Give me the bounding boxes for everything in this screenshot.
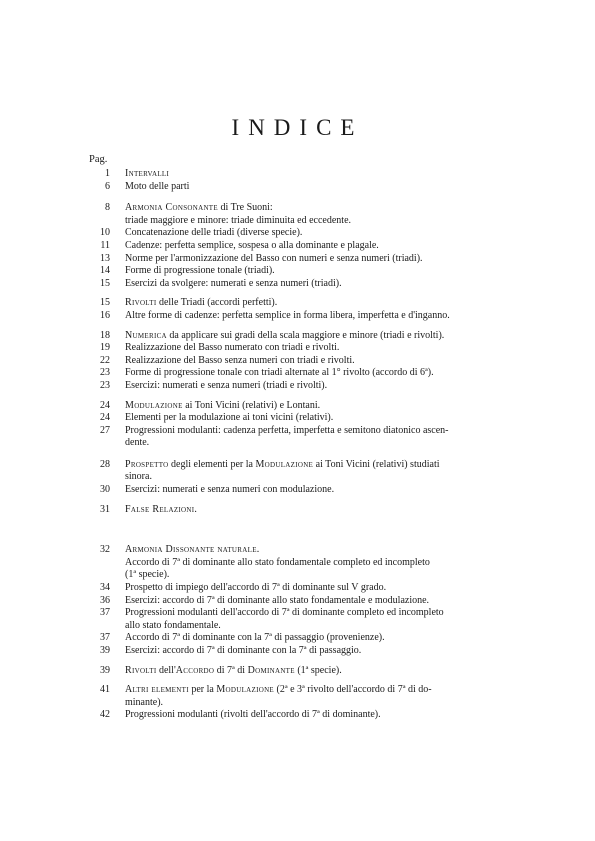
toc-entry [84, 697, 524, 710]
toc-text: Esercizi da svolgere: numerati e senza numeri (triadi). [125, 277, 342, 289]
toc-text: minante). [125, 696, 164, 708]
toc-heading-text: Dominante [247, 664, 295, 676]
toc-entry [84, 310, 524, 323]
toc-page-number: 10 [100, 227, 110, 239]
toc-entry [84, 380, 524, 393]
toc-entry-text [125, 400, 320, 411]
toc-text: Progressioni modulanti dell'accordo di 7ª di dominante completo ed incompleto [125, 607, 444, 619]
toc-text: Altre forme di cadenze: perfetta semplice in forma libera, imperfetta e d'inganno. [125, 309, 450, 321]
toc-entry [84, 544, 524, 557]
toc-entry-text [125, 265, 275, 276]
toc-text: Progressioni modulanti (rivolti dell'accordo di 7ª di dominante). [125, 709, 381, 721]
toc-text: Moto delle parti [125, 180, 190, 192]
toc-page-number: 1 [105, 168, 110, 179]
toc-entry [84, 181, 524, 194]
toc-text: Prospetto di impiego dell'accordo di 7ª di dominante sul V grado. [125, 582, 387, 594]
toc-text: (2ª e 3ª rivolto dell'accordo di 7ª di do- [274, 684, 432, 696]
toc-entry [84, 425, 524, 438]
toc-text: per la [188, 684, 217, 696]
toc-page-number: 31 [100, 503, 110, 515]
toc-entry [84, 168, 524, 181]
toc-page-number: 18 [100, 329, 110, 341]
toc-page-number: 23 [100, 379, 110, 391]
toc-text: dell' [156, 664, 176, 676]
toc-entry-text [125, 697, 163, 708]
toc-entry [84, 684, 524, 697]
toc-page-number: 27 [100, 424, 110, 436]
toc-entry [84, 620, 524, 633]
toc-text: Forme di progressione tonale (triadi). [125, 265, 275, 277]
toc-entry-text [125, 471, 152, 482]
toc-page-number: 24 [100, 399, 110, 411]
toc-entry-text [125, 582, 386, 593]
toc-heading-text: Intervalli [125, 168, 170, 179]
toc-heading-text: Prospetto [125, 458, 169, 470]
toc-text: allo stato fondamentale. [125, 619, 221, 631]
toc-entry [84, 437, 524, 450]
toc-entry-text [125, 181, 189, 192]
toc-entry [84, 330, 524, 343]
toc-entry [84, 202, 524, 215]
toc-text: Norme per l'armonizzazione del Basso con numeri e senza numeri (triadi). [125, 252, 423, 264]
toc-text: di Tre Suoni: [217, 202, 273, 214]
toc-text: Concatenazione delle triadi (diverse specie). [125, 227, 303, 239]
toc-entry [84, 665, 524, 678]
toc-entry [84, 355, 524, 368]
toc-entry [84, 709, 524, 722]
toc-entry-text [125, 168, 169, 179]
toc-entry-text [125, 227, 302, 238]
toc-entry-text [125, 412, 333, 423]
toc-entry-text [125, 437, 149, 448]
toc-entry-text [125, 620, 221, 631]
toc-text: di 7ª di [214, 664, 248, 676]
toc-entry [84, 595, 524, 608]
toc-page-number: 32 [100, 544, 110, 556]
toc-entry-text [125, 504, 197, 515]
toc-page-number: 23 [100, 367, 110, 379]
toc-text: (1ª specie). [294, 664, 342, 676]
toc-text: ai Toni Vicini (relativi) studiati [313, 458, 440, 470]
toc-entry-text [125, 380, 327, 391]
toc-entry-text [125, 240, 379, 251]
toc-heading-text: False Relazioni. [125, 503, 198, 515]
toc-entry [84, 342, 524, 355]
toc-text: Esercizi: numerati e senza numeri con modulazione. [125, 484, 335, 496]
toc-entry-text [125, 330, 444, 341]
page-column-label: Pag. [89, 154, 108, 165]
toc-entry-text [125, 569, 169, 580]
toc-text: Esercizi: numerati e senza numeri (triadi e rivolti). [125, 379, 328, 391]
toc-entry [84, 278, 524, 291]
toc-text: (1ª specie). [125, 569, 170, 581]
toc-page-number: 39 [100, 645, 110, 656]
toc-entry [84, 582, 524, 595]
toc-page-number: 41 [100, 684, 110, 696]
toc-page-number: 28 [100, 458, 110, 470]
toc-entry-text [125, 355, 355, 366]
toc-entry [84, 632, 524, 645]
toc-entry [84, 400, 524, 413]
toc-entry [84, 484, 524, 497]
toc-text: Accordo di 7ª di dominante con la 7ª di passaggio (provenienze). [125, 632, 385, 644]
toc-page-number: 37 [100, 607, 110, 619]
toc-entry [84, 215, 524, 228]
toc-entry-text [125, 367, 434, 378]
toc-entry-text [125, 557, 430, 568]
toc-text: da applicare sui gradi della scala maggiore e minore (triadi e rivolti). [166, 329, 445, 341]
toc-page-number: 6 [105, 180, 110, 192]
toc-entry-text [125, 425, 449, 436]
toc-entry [84, 607, 524, 620]
toc-entry-text [125, 215, 351, 226]
toc-text: sinora. [125, 471, 152, 483]
toc-entry [84, 569, 524, 582]
toc-entry-text [125, 459, 440, 470]
toc-page-number: 39 [100, 664, 110, 676]
toc-entry [84, 367, 524, 380]
toc-text: Forme di progressione tonale con triadi alternate al 1° rivolto (accordo di 6ª). [125, 367, 434, 379]
toc-entry [84, 557, 524, 570]
toc-page-number: 37 [100, 632, 110, 644]
toc-heading-text: Numerica [125, 329, 167, 341]
page-title: INDICE [231, 115, 364, 141]
toc-page-number: 15 [100, 297, 110, 309]
toc-text: ai Toni Vicini (relativi) e Lontani. [182, 399, 321, 411]
toc-page-number: 8 [105, 202, 110, 214]
toc-page-number: 24 [100, 412, 110, 424]
toc-entry [84, 645, 524, 658]
toc-text: delle Triadi (accordi perfetti). [156, 297, 278, 309]
toc-page-number: 22 [100, 354, 110, 366]
toc-heading-text: Modulazione [216, 684, 275, 696]
toc-page-number: 36 [100, 594, 110, 606]
toc-entry-text [125, 645, 361, 656]
toc-text: triade maggiore e minore: triade diminuita ed eccedente. [125, 214, 352, 226]
toc-entry-text [125, 632, 385, 643]
toc-entry [84, 297, 524, 310]
toc-page-number: 19 [100, 342, 110, 354]
toc-heading-text: Modulazione [255, 458, 314, 470]
toc-page-number: 34 [100, 582, 110, 594]
toc-text: Progressioni modulanti: cadenza perfetta, imperfetta e semitono diatonico ascen- [125, 424, 449, 436]
toc-text: Realizzazione del Basso senza numeri con triadi e rivolti. [125, 354, 355, 366]
toc-text: Esercizi: accordo di 7ª di dominante con la 7ª di passaggio. [125, 645, 362, 656]
toc-entry [84, 253, 524, 266]
toc-text: Accordo di 7ª di dominante allo stato fondamentale completo ed incompleto [125, 556, 430, 568]
toc-entry-text [125, 278, 342, 289]
toc-text: dente. [125, 437, 150, 449]
toc-entry-text [125, 544, 260, 555]
toc-text: Esercizi: accordo di 7ª di dominante allo stato fondamentale e modulazione. [125, 594, 430, 606]
toc-entry [84, 504, 524, 517]
toc-page-number: 16 [100, 309, 110, 321]
toc-entry-text [125, 202, 273, 213]
toc-page-number: 11 [100, 239, 110, 251]
toc-heading-text: Altri elementi [125, 684, 189, 696]
toc-text: Elementi per la modulazione ai toni vicini (relativi). [125, 412, 334, 424]
toc-entry-text [125, 310, 450, 321]
toc-heading-text: Accordo [175, 664, 215, 676]
toc-entry-text [125, 684, 432, 695]
toc-heading-text: Armonia Dissonante naturale. [125, 544, 260, 556]
toc-entry [84, 240, 524, 253]
toc-entry [84, 471, 524, 484]
toc-text: Cadenze: perfetta semplice, sospesa o alla dominante e plagale. [125, 239, 379, 251]
toc-entry-text [125, 607, 444, 618]
table-of-contents [84, 168, 524, 722]
toc-entry-text [125, 665, 342, 676]
toc-entry [84, 227, 524, 240]
toc-entry [84, 459, 524, 472]
toc-page-number: 14 [100, 265, 110, 277]
toc-heading-text: Armonia Consonante [125, 202, 218, 214]
toc-page-number: 42 [100, 709, 110, 721]
toc-text: Realizzazione del Basso numerato con triadi e rivolti. [125, 342, 340, 354]
toc-page-number: 15 [100, 277, 110, 289]
toc-entry-text [125, 484, 334, 495]
toc-entry-text [125, 595, 429, 606]
toc-entry-text [125, 709, 381, 720]
toc-entry [84, 412, 524, 425]
toc-heading-text: Rivolti [125, 664, 157, 676]
toc-heading-text: Modulazione [125, 399, 183, 411]
toc-entry-text [125, 253, 423, 264]
toc-page-number: 30 [100, 484, 110, 496]
toc-heading-text: Rivolti [125, 297, 157, 309]
toc-text: degli elementi per la [168, 458, 256, 470]
toc-page-number: 13 [100, 252, 110, 264]
toc-entry [84, 265, 524, 278]
toc-entry-text [125, 342, 339, 353]
toc-entry-text [125, 297, 277, 308]
